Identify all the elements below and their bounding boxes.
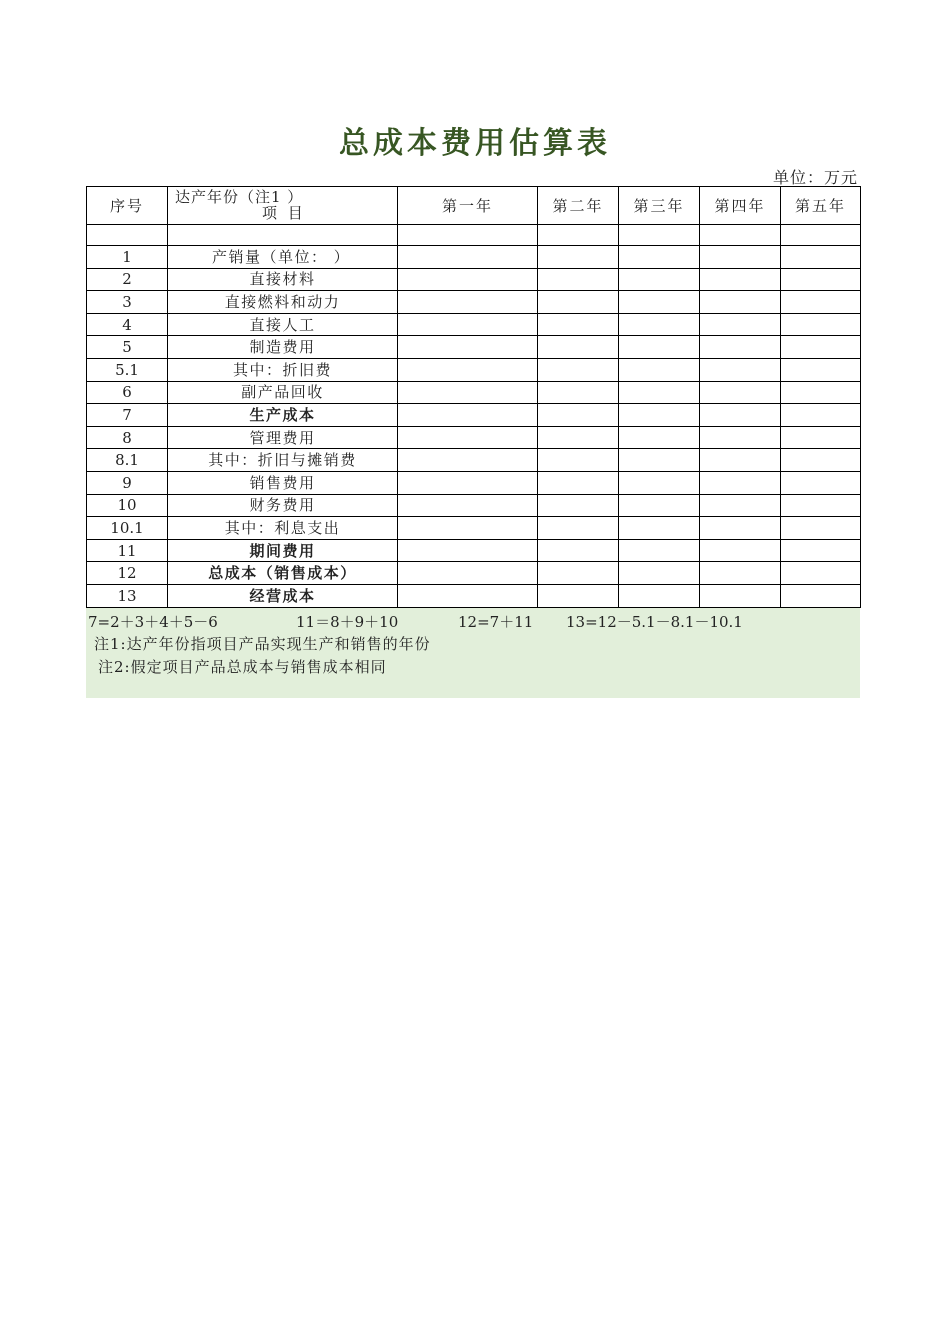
- row-seq: 5: [87, 336, 168, 359]
- value-cell-year-5[interactable]: [781, 246, 861, 269]
- value-cell-year-1[interactable]: [398, 268, 538, 291]
- row-item-name: 经营成本: [168, 584, 398, 607]
- table-row: [87, 336, 861, 359]
- blank-cell[interactable]: [538, 225, 619, 246]
- value-cell-year-1[interactable]: [398, 313, 538, 336]
- value-cell-year-4[interactable]: [700, 584, 781, 607]
- value-cell-year-1[interactable]: [398, 494, 538, 517]
- header-seq: 序号: [87, 187, 168, 225]
- blank-cell[interactable]: [87, 225, 168, 246]
- value-cell-year-5[interactable]: [781, 291, 861, 314]
- value-cell-year-3[interactable]: [619, 539, 700, 562]
- header-item-year: 达产年份（注1 ）: [175, 188, 304, 206]
- table-row: [87, 291, 861, 314]
- value-cell-year-4[interactable]: [700, 494, 781, 517]
- row-item-name: 制造费用: [168, 336, 398, 359]
- row-seq: 11: [87, 539, 168, 562]
- value-cell-year-1[interactable]: [398, 517, 538, 540]
- blank-cell[interactable]: [398, 225, 538, 246]
- value-cell-year-2[interactable]: [538, 584, 619, 607]
- row-seq: 1: [87, 246, 168, 269]
- blank-cell[interactable]: [781, 225, 861, 246]
- row-seq: 8.1: [87, 449, 168, 472]
- value-cell-year-5[interactable]: [781, 313, 861, 336]
- value-cell-year-1[interactable]: [398, 246, 538, 269]
- value-cell-year-1[interactable]: [398, 539, 538, 562]
- row-item-name: 财务费用: [168, 494, 398, 517]
- table-row: [87, 404, 861, 427]
- table-row: [87, 449, 861, 472]
- value-cell-year-4[interactable]: [700, 246, 781, 269]
- unit-label: 单位：万元: [772, 168, 858, 187]
- value-cell-year-5[interactable]: [781, 426, 861, 449]
- notes-panel: [86, 608, 860, 698]
- blank-cell[interactable]: [619, 225, 700, 246]
- formula-7: 7=2＋3＋4＋5－6: [88, 613, 218, 631]
- row-seq: 3: [87, 291, 168, 314]
- value-cell-year-3[interactable]: [619, 358, 700, 381]
- value-cell-year-3[interactable]: [619, 381, 700, 404]
- value-cell-year-3[interactable]: [619, 562, 700, 585]
- table-row: [87, 539, 861, 562]
- row-item-name: 副产品回收: [168, 381, 398, 404]
- formula-13: 13=12－5.1－8.1－10.1: [566, 613, 743, 631]
- value-cell-year-2[interactable]: [538, 562, 619, 585]
- value-cell-year-2[interactable]: [538, 404, 619, 427]
- value-cell-year-3[interactable]: [619, 313, 700, 336]
- row-seq: 5.1: [87, 358, 168, 381]
- value-cell-year-1[interactable]: [398, 449, 538, 472]
- value-cell-year-4[interactable]: [700, 426, 781, 449]
- value-cell-year-3[interactable]: [619, 471, 700, 494]
- header-item: [168, 187, 398, 225]
- value-cell-year-5[interactable]: [781, 268, 861, 291]
- row-item-name: 期间费用: [168, 539, 398, 562]
- table-row: [87, 471, 861, 494]
- table-row: [87, 381, 861, 404]
- value-cell-year-2[interactable]: [538, 291, 619, 314]
- table-row: [87, 246, 861, 269]
- value-cell-year-2[interactable]: [538, 381, 619, 404]
- value-cell-year-4[interactable]: [700, 268, 781, 291]
- blank-cell[interactable]: [700, 225, 781, 246]
- row-seq: 4: [87, 313, 168, 336]
- row-item-name: 管理费用: [168, 426, 398, 449]
- value-cell-year-1[interactable]: [398, 404, 538, 427]
- value-cell-year-4[interactable]: [700, 291, 781, 314]
- value-cell-year-2[interactable]: [538, 449, 619, 472]
- row-seq: 9: [87, 471, 168, 494]
- table-row: [87, 562, 861, 585]
- value-cell-year-4[interactable]: [700, 471, 781, 494]
- value-cell-year-5[interactable]: [781, 404, 861, 427]
- value-cell-year-2[interactable]: [538, 539, 619, 562]
- note-2: 注2:假定项目产品总成本与销售成本相同: [98, 658, 387, 676]
- value-cell-year-2[interactable]: [538, 336, 619, 359]
- row-seq: 2: [87, 268, 168, 291]
- value-cell-year-5[interactable]: [781, 562, 861, 585]
- row-item-name: 其中：折旧费: [168, 358, 398, 381]
- value-cell-year-2[interactable]: [538, 313, 619, 336]
- table-row: [87, 358, 861, 381]
- value-cell-year-1[interactable]: [398, 584, 538, 607]
- row-seq: 10.1: [87, 517, 168, 540]
- formula-11: 11＝8＋9＋10: [296, 613, 399, 631]
- value-cell-year-2[interactable]: [538, 358, 619, 381]
- value-cell-year-4[interactable]: [700, 313, 781, 336]
- value-cell-year-4[interactable]: [700, 404, 781, 427]
- table-row: [87, 426, 861, 449]
- value-cell-year-4[interactable]: [700, 517, 781, 540]
- row-item-name: 生产成本: [168, 404, 398, 427]
- value-cell-year-5[interactable]: [781, 358, 861, 381]
- cost-estimate-table: [86, 186, 861, 608]
- value-cell-year-3[interactable]: [619, 494, 700, 517]
- value-cell-year-1[interactable]: [398, 471, 538, 494]
- value-cell-year-3[interactable]: [619, 268, 700, 291]
- value-cell-year-1[interactable]: [398, 426, 538, 449]
- header-year-4: 第四年: [700, 187, 781, 225]
- value-cell-year-2[interactable]: [538, 517, 619, 540]
- value-cell-year-3[interactable]: [619, 404, 700, 427]
- formula-12: 12=7＋11: [458, 613, 534, 631]
- value-cell-year-1[interactable]: [398, 562, 538, 585]
- value-cell-year-3[interactable]: [619, 517, 700, 540]
- value-cell-year-5[interactable]: [781, 494, 861, 517]
- value-cell-year-3[interactable]: [619, 246, 700, 269]
- value-cell-year-1[interactable]: [398, 336, 538, 359]
- value-cell-year-4[interactable]: [700, 336, 781, 359]
- value-cell-year-5[interactable]: [781, 584, 861, 607]
- blank-cell[interactable]: [168, 225, 398, 246]
- row-seq: 10: [87, 494, 168, 517]
- value-cell-year-5[interactable]: [781, 517, 861, 540]
- row-item-name: 销售费用: [168, 471, 398, 494]
- value-cell-year-2[interactable]: [538, 471, 619, 494]
- row-seq: 12: [87, 562, 168, 585]
- header-year-2: 第二年: [538, 187, 619, 225]
- value-cell-year-1[interactable]: [398, 381, 538, 404]
- row-item-name: 其中：利息支出: [168, 517, 398, 540]
- value-cell-year-5[interactable]: [781, 449, 861, 472]
- value-cell-year-3[interactable]: [619, 584, 700, 607]
- row-item-name: 直接人工: [168, 313, 398, 336]
- value-cell-year-4[interactable]: [700, 381, 781, 404]
- value-cell-year-3[interactable]: [619, 291, 700, 314]
- header-row: [87, 187, 861, 225]
- value-cell-year-3[interactable]: [619, 336, 700, 359]
- table-row: [87, 584, 861, 607]
- value-cell-year-2[interactable]: [538, 494, 619, 517]
- value-cell-year-1[interactable]: [398, 358, 538, 381]
- value-cell-year-4[interactable]: [700, 562, 781, 585]
- value-cell-year-4[interactable]: [700, 358, 781, 381]
- value-cell-year-2[interactable]: [538, 268, 619, 291]
- value-cell-year-2[interactable]: [538, 426, 619, 449]
- blank-row: [87, 225, 861, 246]
- note-1: 注1:达产年份指项目产品实现生产和销售的年份: [94, 635, 431, 653]
- row-seq: 8: [87, 426, 168, 449]
- header-year-5: 第五年: [781, 187, 861, 225]
- table-row: [87, 494, 861, 517]
- row-item-name: 产销量（单位： ）: [168, 246, 398, 269]
- row-seq: 13: [87, 584, 168, 607]
- value-cell-year-5[interactable]: [781, 471, 861, 494]
- table-row: [87, 517, 861, 540]
- header-year-3: 第三年: [619, 187, 700, 225]
- value-cell-year-2[interactable]: [538, 246, 619, 269]
- row-seq: 6: [87, 381, 168, 404]
- value-cell-year-4[interactable]: [700, 539, 781, 562]
- row-item-name: 直接燃料和动力: [168, 291, 398, 314]
- header-item-name: 项 目: [262, 204, 306, 222]
- value-cell-year-1[interactable]: [398, 291, 538, 314]
- row-item-name: 其中：折旧与摊销费: [168, 449, 398, 472]
- row-item-name: 总成本（销售成本）: [168, 562, 398, 585]
- row-seq: 7: [87, 404, 168, 427]
- value-cell-year-5[interactable]: [781, 381, 861, 404]
- header-year-1: 第一年: [398, 187, 538, 225]
- value-cell-year-3[interactable]: [619, 426, 700, 449]
- value-cell-year-3[interactable]: [619, 449, 700, 472]
- value-cell-year-5[interactable]: [781, 336, 861, 359]
- table-row: [87, 313, 861, 336]
- value-cell-year-5[interactable]: [781, 539, 861, 562]
- row-item-name: 直接材料: [168, 268, 398, 291]
- value-cell-year-4[interactable]: [700, 449, 781, 472]
- table-row: [87, 268, 861, 291]
- page-title: 总成本费用估算表: [339, 126, 611, 161]
